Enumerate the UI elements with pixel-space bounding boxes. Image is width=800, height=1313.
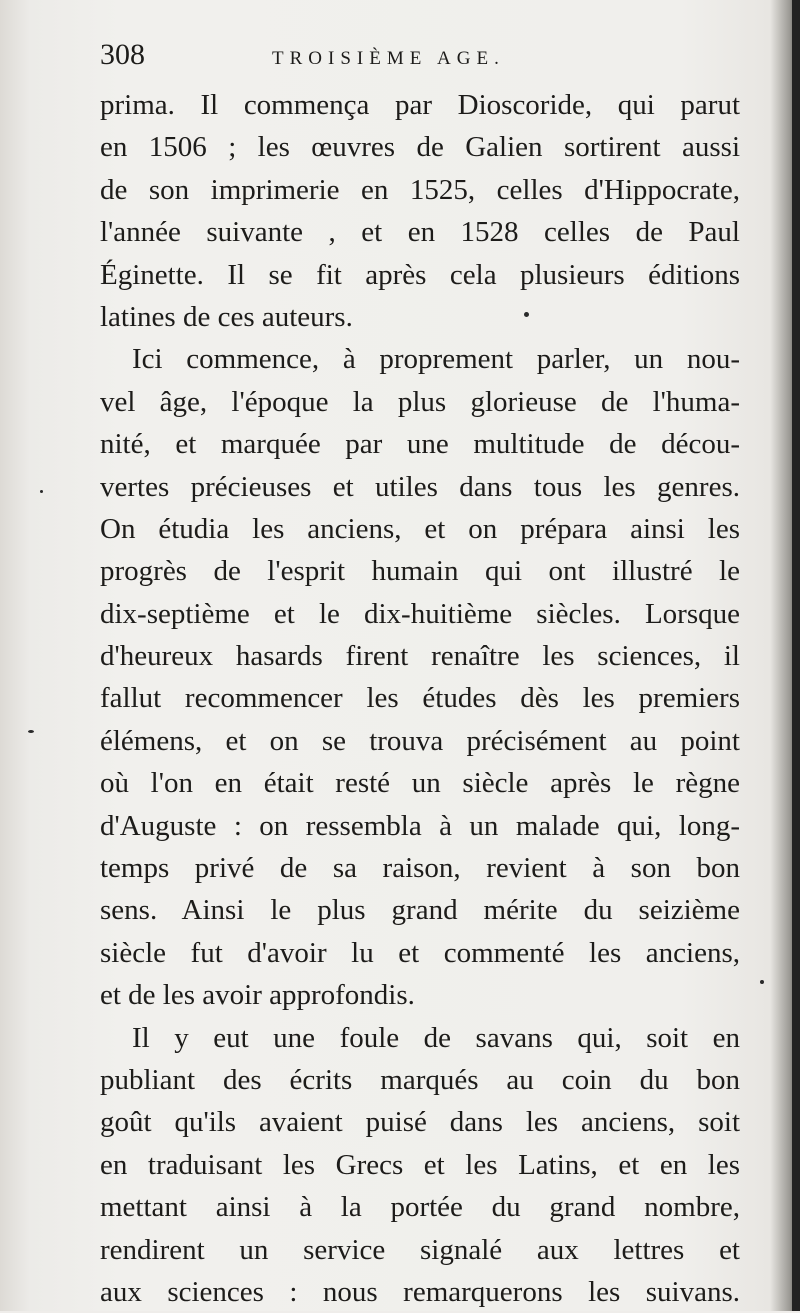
text-line: siècle fut d'avoir lu et commenté les anciens, [100, 936, 740, 969]
running-title: TROISIÈME AGE. [272, 48, 505, 69]
ink-speck [28, 730, 34, 733]
text-line: rendirent un service signalé aux lettres et [100, 1233, 740, 1266]
paragraph-start-line: Ici commence, à proprement parler, un nou- [132, 343, 740, 376]
text-line: prima. Il commença par Dioscoride, qui parut [100, 89, 740, 121]
page-number: 308 [100, 38, 145, 71]
text-line: de son imprimerie en 1525, celles d'Hippocrate, [100, 173, 740, 206]
page-edge-shadow [792, 0, 800, 1311]
text-line: d'heureux hasards firent renaître les sciences, il [100, 640, 740, 673]
page-header [100, 38, 750, 78]
text-line: vertes précieuses et utiles dans tous les genres. [100, 470, 740, 503]
text-line: goût qu'ils avaient puisé dans les anciens, soit [100, 1106, 740, 1139]
text-line: l'année suivante , et en 1528 celles de Paul [100, 216, 740, 249]
text-line: On étudia les anciens, et on prépara ainsi les [100, 512, 740, 545]
text-line: latines de ces auteurs. [100, 300, 353, 333]
body-text [100, 84, 740, 1313]
text-line: aux sciences : nous remarquerons les suivans. [100, 1275, 740, 1308]
text-line: temps privé de sa raison, revient à son bon [100, 852, 740, 885]
text-line: dix-septième et le dix-huitième siècles. Lorsque [100, 597, 740, 630]
text-line: où l'on en était resté un siècle après le règne [100, 767, 740, 800]
text-line: fallut recommencer les études dès les premiers [100, 682, 740, 715]
text-line: progrès de l'esprit humain qui ont illustré le [100, 555, 740, 588]
ink-speck [524, 312, 529, 317]
text-line: et de les avoir approfondis. [100, 979, 415, 1012]
text-line: en 1506 ; les œuvres de Galien sortirent aussi [100, 131, 740, 164]
text-line: sens. Ainsi le plus grand mérite du seizième [100, 894, 740, 927]
text-line: mettant ainsi à la portée du grand nombre, [100, 1191, 740, 1224]
text-line: vel âge, l'époque la plus glorieuse de l'huma- [100, 385, 740, 418]
text-line: d'Auguste : on ressembla à un malade qui, long- [100, 809, 740, 842]
text-line: en traduisant les Grecs et les Latins, et en les [100, 1148, 740, 1181]
ink-speck [40, 490, 43, 493]
text-line: publiant des écrits marqués au coin du bon [100, 1063, 740, 1096]
ink-speck [760, 980, 764, 984]
text-line: élémens, et on se trouva précisément au point [100, 724, 740, 757]
paragraph-start-line: Il y eut une foule de savans qui, soit en [132, 1021, 740, 1054]
text-line: nité, et marquée par une multitude de décou- [100, 428, 740, 461]
text-line: Éginette. Il se fit après cela plusieurs éditions [100, 258, 740, 291]
